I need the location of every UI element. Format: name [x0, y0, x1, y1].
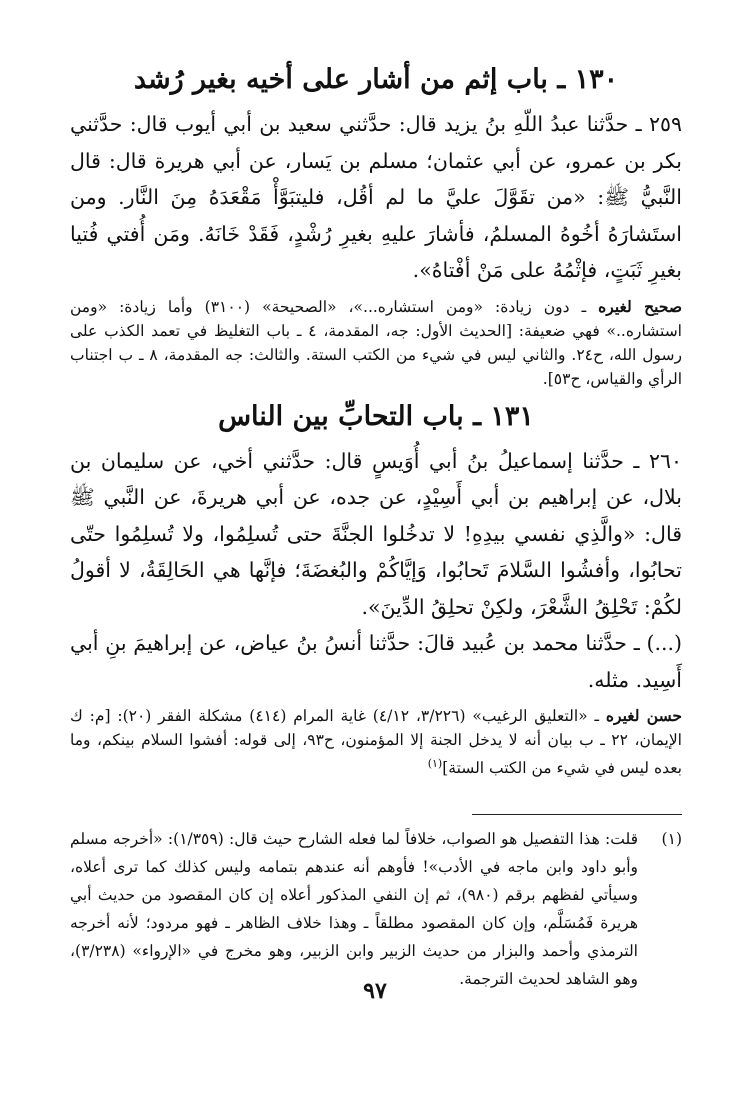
chapter-130-title: ١٣٠ ـ باب إثم من أشار على أخيه بغير رُشد [133, 64, 619, 95]
chapter-131-title: ١٣١ ـ باب التحابِّ بين الناس [218, 400, 534, 432]
hadith-260-followup: (...) ـ حدَّثنا محمد بن عُبيد قالَ: حدَّثنا أنسُ بنُ عياض، عن إبراهيمَ بنِ أبي أَسِيد. مثله. [70, 631, 682, 692]
book-page [70, 48, 682, 1068]
hadith-259-text: ٢٥٩ ـ حدَّثنا عبدُ اللّهِ بنُ يزيد قال: حدَّثني سعيد بن أبي أيوب قال: حدَّثني بكر بن عمرو، عن أبي عثمان؛ مسلم بن يَسار، عن أبي هريرة قال: قال النَّبيُّ ﷺ: «من تقَوَّلَ عليَّ ما لم أقُل، فليتبَوَّأْ مَقْعَدَهُ مِنَ النَّار. ومن استَشارَهُ أخُوهُ المسلمُ، فأشارَ عليهِ بغيرِ رُشْدٍ، فَقَدْ خَانَهُ. ومَن أُفتي فُتيا بغيرِ ثَبَتٍ، فإثْمُهُ على مَنْ أفْتاهُ». [70, 112, 682, 282]
footnote-divider [472, 814, 682, 815]
hadith-259-grading [70, 295, 682, 391]
hadith-259-grade-label: صحيح لغيره [598, 296, 683, 316]
footnote-marker: (١) [661, 830, 682, 849]
hadith-260-grade-label: حسن لغيره [605, 706, 682, 725]
hadith-260-text: ٢٦٠ ـ حدَّثنا إسماعيلُ بنُ أبي أُوَيسٍ قال: حدَّثني أخي، عن سليمان بن بلال، عن إبراهيم بن أبي أَسِيْدٍ، عن جده، عن أبي هريرةَ، عن النَّبي ﷺ قال: «والَّذِي نفسي بيدِهِ! لا تدخُلوا الجنَّةَ حتى تُسلِمُوا، ولا تُسلِمُوا حتّى تحابُوا، وأفشُوا السَّلامَ تَحابُوا، وَإيَّاكُمْ والبُغضَةَ؛ فإنَّها هي الحَالِقَةُ، لا أقولُ لكُمْ: تَحْلِقُ الشَّعْرَ، ولكِنْ تحلِقُ الدِّينَ». [70, 448, 682, 619]
hadith-260-grade-text: ـ «التعليق الرغيب» (٣/٢٢٦، ٤/١٢) غاية المرام (٤١٤) مشكلة الفقر (٢٠): [م: ك الإيمان، ٢٢ ـ ب بيان أنه لا يدخل الجنة إلا المؤمنون، ح٩٣، إلى قوله: أفشوا السلام بينكم، وما بعده ليس في شيء من الكتب الستة] [70, 707, 682, 778]
hadith-259-grade-text: ـ دون زيادة: «ومن استشاره...»، «الصحيحة» (٣١٠٠) وأما زيادة: «ومن استشاره..» فهي ضعيفة: [الحديث الأول: جه، المقدمة، ٤ ـ باب التغليظ في تعمد الكذب على رسول الله، ح٢٤. والثاني ليس في شيء من الكتب الستة. والثالث: جه المقدمة، ٨ ـ ب اجتناب الرأي والقياس، ح٥٣]. [70, 297, 682, 388]
footnote-reference[interactable]: (١) [427, 757, 443, 770]
footnote [70, 825, 682, 993]
hadith-260-grading [70, 704, 682, 780]
page-number: ٩٧ [363, 978, 387, 1004]
footnote-text: قلت: هذا التفصيل هو الصواب، خلافاً لما فعله الشارح حيث قال: (١/٣٥٩): «أخرجه مسلم وأبو داود وابن ماجه في الأدب»! فأوهم أنه عندهم بتمامه وليس كذلك كما ترى أعلاه، وسيأتي لفظهم برقم (٩٨٠)، ثم إن النفي المذكور أعلاه إن كان المقصود من حديث أبي هريرة فَمُسَلَّم، وإن كان المقصود مطلقاً ـ وهذا خلاف الظاهر ـ فهو مردود؛ لأنه أخرجه الترمذي وأحمد والبزار من حديث الزبير وابن الزبير، وهو مخرج في «الإرواء» (٣/٢٣٨)، وهو الشاهد لحديث الترجمة. [70, 830, 639, 989]
